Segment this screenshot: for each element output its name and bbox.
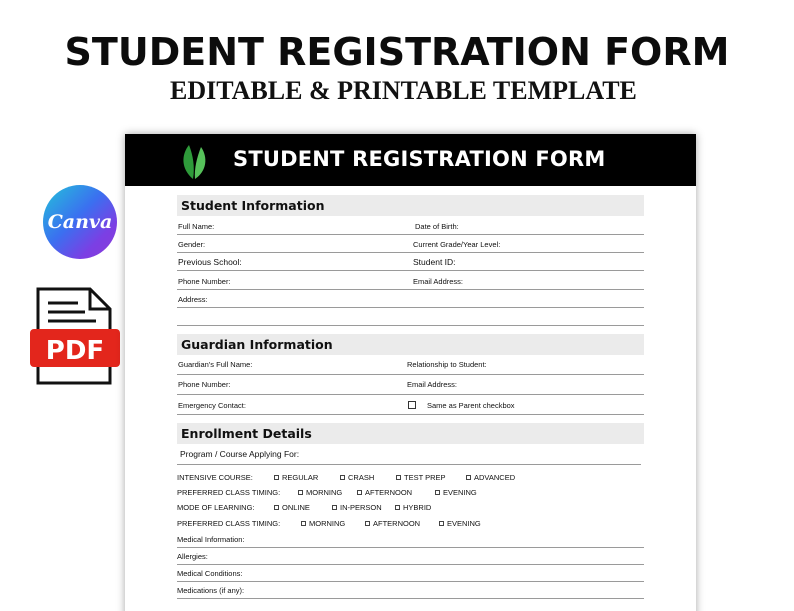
section-heading: Guardian Information bbox=[181, 337, 333, 352]
program-label: Program / Course Applying For: bbox=[180, 449, 300, 459]
email-label: Email Address: bbox=[413, 277, 464, 286]
full-name-field[interactable] bbox=[177, 234, 644, 235]
option-hybrid[interactable]: HYBRID bbox=[395, 503, 431, 512]
checkbox-icon bbox=[365, 521, 370, 526]
option-advanced[interactable]: ADVANCED bbox=[466, 473, 515, 482]
pdf-label: PDF bbox=[45, 336, 105, 366]
form-sheet bbox=[125, 134, 696, 611]
pdf-file-icon bbox=[30, 287, 122, 387]
checkbox-icon bbox=[395, 505, 400, 510]
class-timing-label-2: PREFERRED CLASS TIMING: bbox=[177, 519, 281, 528]
previous-school-field[interactable] bbox=[177, 270, 644, 271]
checkbox-icon bbox=[301, 521, 306, 526]
option-afternoon-2[interactable]: AFTERNOON bbox=[365, 519, 420, 528]
canva-logo-text: Canva bbox=[47, 211, 113, 233]
same-as-parent-checkbox[interactable] bbox=[408, 401, 416, 409]
form-header-bar bbox=[125, 134, 696, 186]
emergency-contact-field[interactable] bbox=[177, 414, 644, 415]
guardian-phone-label: Phone Number: bbox=[178, 380, 231, 389]
canva-logo bbox=[43, 185, 117, 259]
guardian-phone-field[interactable] bbox=[177, 394, 644, 395]
checkbox-icon bbox=[357, 490, 362, 495]
emergency-contact-label: Emergency Contact: bbox=[178, 401, 246, 410]
option-afternoon[interactable]: AFTERNOON bbox=[357, 488, 412, 497]
page-subtitle: EDITABLE & PRINTABLE TEMPLATE bbox=[170, 76, 637, 105]
allergies-label: Allergies: bbox=[177, 552, 208, 561]
option-morning[interactable]: MORNING bbox=[298, 488, 342, 497]
student-id-label: Student ID: bbox=[413, 257, 456, 267]
checkbox-icon bbox=[466, 475, 471, 480]
medical-conditions-field[interactable] bbox=[177, 581, 644, 582]
option-crash[interactable]: CRASH bbox=[340, 473, 374, 482]
section-enrollment-details bbox=[177, 423, 644, 444]
phone-field[interactable] bbox=[177, 289, 644, 290]
medications-label: Medications (if any): bbox=[177, 586, 245, 595]
guardian-email-label: Email Address: bbox=[407, 380, 458, 389]
guardian-name-label: Guardian's Full Name: bbox=[178, 360, 253, 369]
section-guardian-information bbox=[177, 334, 644, 355]
mode-of-learning-label: MODE OF LEARNING: bbox=[177, 503, 255, 512]
phone-label: Phone Number: bbox=[178, 277, 231, 286]
gender-field[interactable] bbox=[177, 252, 644, 253]
allergies-field[interactable] bbox=[177, 564, 644, 565]
medical-information-field[interactable] bbox=[177, 547, 644, 548]
class-timing-label: PREFERRED CLASS TIMING: bbox=[177, 488, 281, 497]
gender-label: Gender: bbox=[178, 240, 206, 249]
relationship-label: Relationship to Student: bbox=[407, 360, 487, 369]
section-heading: Student Information bbox=[181, 198, 325, 213]
leaf-logo-icon bbox=[179, 141, 209, 181]
program-field[interactable] bbox=[177, 464, 641, 465]
option-online[interactable]: ONLINE bbox=[274, 503, 310, 512]
medical-information-label: Medical Information: bbox=[177, 535, 245, 544]
checkbox-icon bbox=[396, 475, 401, 480]
form-title: STUDENT REGISTRATION FORM bbox=[233, 147, 606, 171]
checkbox-icon bbox=[435, 490, 440, 495]
intensive-course-label: INTENSIVE COURSE: bbox=[177, 473, 253, 482]
address-field-2[interactable] bbox=[177, 325, 644, 326]
checkbox-icon bbox=[298, 490, 303, 495]
grade-label: Current Grade/Year Level: bbox=[413, 240, 501, 249]
full-name-label: Full Name: bbox=[178, 222, 215, 231]
medical-conditions-label: Medical Conditions: bbox=[177, 569, 243, 578]
section-student-information bbox=[177, 195, 644, 216]
option-test-prep[interactable]: TEST PREP bbox=[396, 473, 446, 482]
option-evening-2[interactable]: EVENING bbox=[439, 519, 481, 528]
checkbox-icon bbox=[340, 475, 345, 480]
option-morning-2[interactable]: MORNING bbox=[301, 519, 345, 528]
medications-field[interactable] bbox=[177, 598, 644, 599]
section-heading: Enrollment Details bbox=[181, 426, 312, 441]
previous-school-label: Previous School: bbox=[178, 257, 242, 267]
address-field[interactable] bbox=[177, 307, 644, 308]
checkbox-icon bbox=[439, 521, 444, 526]
guardian-name-field[interactable] bbox=[177, 374, 644, 375]
page-title: STUDENT REGISTRATION FORM bbox=[64, 30, 730, 74]
same-as-parent-label: Same as Parent checkbox bbox=[427, 401, 515, 410]
option-evening[interactable]: EVENING bbox=[435, 488, 477, 497]
address-label: Address: bbox=[178, 295, 208, 304]
dob-label: Date of Birth: bbox=[415, 222, 459, 231]
option-regular[interactable]: REGULAR bbox=[274, 473, 318, 482]
checkbox-icon bbox=[274, 505, 279, 510]
checkbox-icon bbox=[332, 505, 337, 510]
checkbox-icon bbox=[274, 475, 279, 480]
option-in-person[interactable]: IN-PERSON bbox=[332, 503, 382, 512]
